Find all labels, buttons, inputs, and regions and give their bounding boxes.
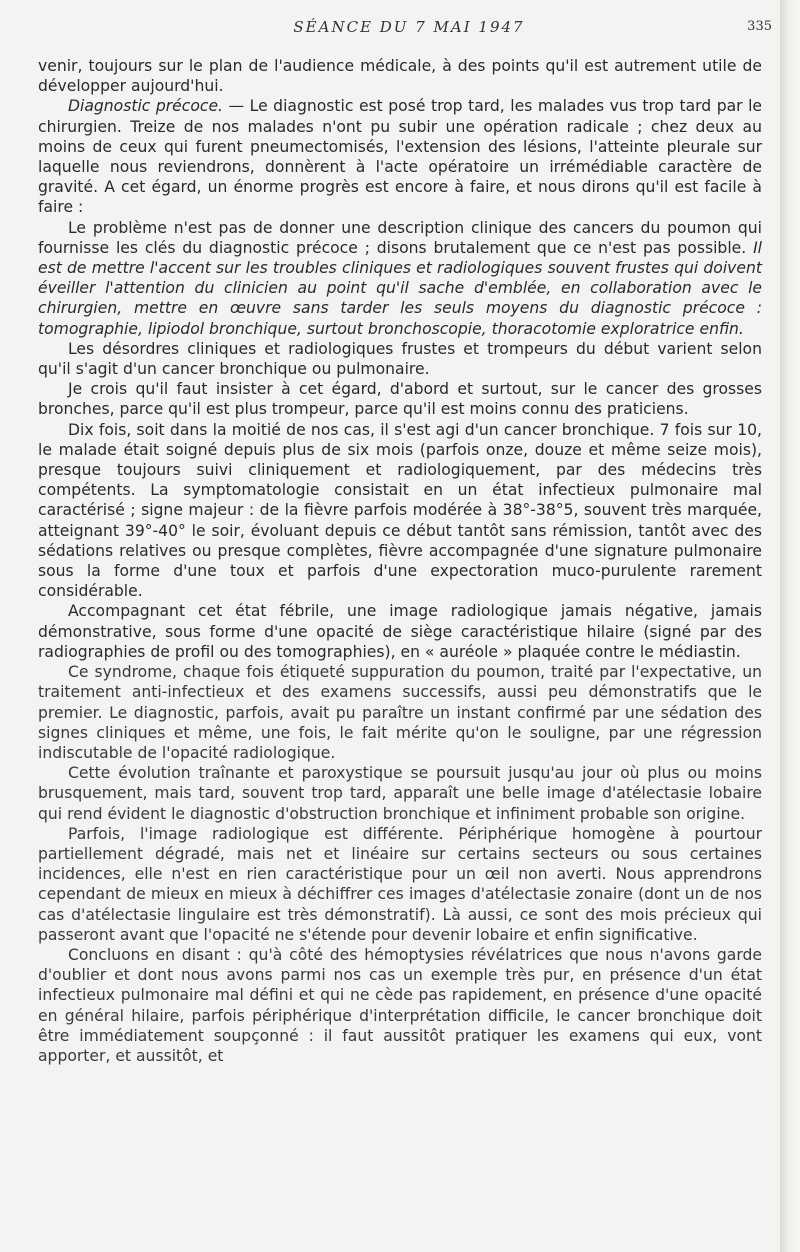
- text-run: — Le diagnostic est posé trop tard, les malades vus trop tard par le chirurgien. Treize de nos malades n'ont pu subir une opération radicale ; chez deux au moins de ceux qui furent pneumectomisés, l'extension des lésions, l'atteinte pleurale sur laquelle nous reviendrons, donnèrent à l'acte opératoire un irrémédiable caractère de gravité. A cet égard, un énorme progrès est encore à faire, et nous dirons qu'il est facile à faire :: [38, 97, 762, 217]
- text-run: Le problème n'est pas de donner une description clinique des cancers du poumon qui fournisse les clés du diagnostic précoce ; disons brutalement que ce n'est pas possible.: [38, 218, 762, 257]
- paragraph-8: [38, 763, 762, 824]
- paragraph-7: [38, 662, 762, 763]
- paragraph-3: [38, 339, 762, 379]
- text-run: Accompagnant cet état fébrile, une image radiologique jamais négative, jamais démonstrative, sous forme d'une opacité de siège caractéristique hilaire (signé par des radiographies de profil ou des tomographies), en « auréole » plaquée contre le médiastin.: [38, 602, 762, 661]
- paragraph-4: [38, 379, 762, 419]
- article-body: [38, 56, 762, 1066]
- text-run: Ce syndrome, chaque fois étiqueté suppuration du poumon, traité par l'expectative, un traitement anti-infectieux et des examens successifs, aussi peu démonstratifs que le premier. Le diagnostic, parfois, avait pu paraître un instant confirmé par une sédation des signes cliniques et même, une fois, le fait mérite qu'on le souligne, par une régression indiscutable de l'opacité radiologique.: [38, 663, 762, 762]
- page-number: 335: [747, 19, 772, 34]
- text-run: Je crois qu'il faut insister à cet égard, d'abord et surtout, sur le cancer des grosses bronches, parce qu'il est plus trompeur, parce qu'il est moins connu des praticiens.: [38, 380, 762, 419]
- text-run: Les désordres cliniques et radiologiques frustes et trompeurs du début varient selon qu'il s'agit d'un cancer bronchique ou pulmonaire.: [38, 339, 762, 379]
- running-header: [38, 18, 780, 40]
- text-run: Concluons en disant : qu'à côté des hémoptysies révélatrices que nous n'avons garde d'oublier et dont nous avons parmi nos cas un exemple très pur, en présence d'un état infectieux pulmonaire mal défini et qui ne cède pas rapidement, en présence d'une opacité en général hilaire, parfois périphérique d'interprétation difficile, le cancer bronchique doit être immédiatement soupçonné : il faut aussitôt pratiquer les examens qui eux, vont apporter, et aussitôt, et: [38, 945, 762, 1065]
- text-run: Cette évolution traînante et paroxystique se poursuit jusqu'au jour où plus ou moins brusquement, mais tard, souvent trop tard, apparaît une belle image d'atélectasie lobaire qui rend évident le diagnostic d'obstruction bronchique et infiniment probable son origine.: [38, 764, 762, 823]
- paragraph-2: [38, 218, 762, 339]
- running-header-title: SÉANCE DU 7 MAI 1947: [293, 18, 525, 36]
- facing-page-edge: [780, 0, 800, 1252]
- paragraph-10: [38, 945, 762, 1066]
- italic-text-run: Diagnostic précoce.: [68, 97, 224, 116]
- italic-text-run: Il est de mettre l'accent sur les troubles cliniques et radiologiques souvent frustes qui doivent éveiller l'attention du clinicien au point qu'il sache d'emblée, en collaboration avec le chirurgien, mettre en œuvre sans tarder les seuls moyens du diagnostic précoce : tomographie, lipiodol bronchique, surtout bronchoscopie, thoracotomie exploratrice enfin.: [38, 238, 762, 338]
- text-run: Dix fois, soit dans la moitié de nos cas, il s'est agi d'un cancer bronchique. 7 fois sur 10, le malade était soigné depuis plus de six mois (parfois onze, douze et même seize mois), presque toujours suivi cliniquement et radiologiquement, par des médecins très compétents. La symptomatologie consistait en un état infectieux pulmonaire mal caractérisé ; signe majeur : de la fièvre parfois modérée à 38°-38°5, souvent très marquée, atteignant 39°-40° le soir, évoluant depuis ce début tantôt sans rémission, tantôt avec des sédations relatives ou presque complètes, fièvre accompagnée d'une signature pulmonaire sous la forme d'une toux et parfois d'une expectoration muco-purulente rarement considérable.: [38, 420, 762, 601]
- paragraph-6: [38, 601, 762, 662]
- text-run: Parfois, l'image radiologique est différente. Périphérique homogène à pourtour partiellement dégradé, mais net et linéaire sur certains secteurs ou sous certaines incidences, elle n'est en rien caractéristique pour un œil non averti. Nous apprendrons cependant de mieux en mieux à déchiffrer ces images d'atélectasie zonaire (dont un de nos cas d'atélectasie lingulaire est très démonstratif). Là aussi, ce sont des mois précieux qui passeront avant que l'opacité ne s'étende pour devenir lobaire et enfin significative.: [38, 824, 762, 944]
- paragraph-5: [38, 420, 762, 602]
- paragraph-1: [38, 96, 762, 217]
- text-run: venir, toujours sur le plan de l'audience médicale, à des points qu'il est autrement utile de développer aujourd'hui.: [38, 57, 762, 96]
- paragraph-9: [38, 824, 762, 945]
- paragraph-0: [38, 56, 762, 96]
